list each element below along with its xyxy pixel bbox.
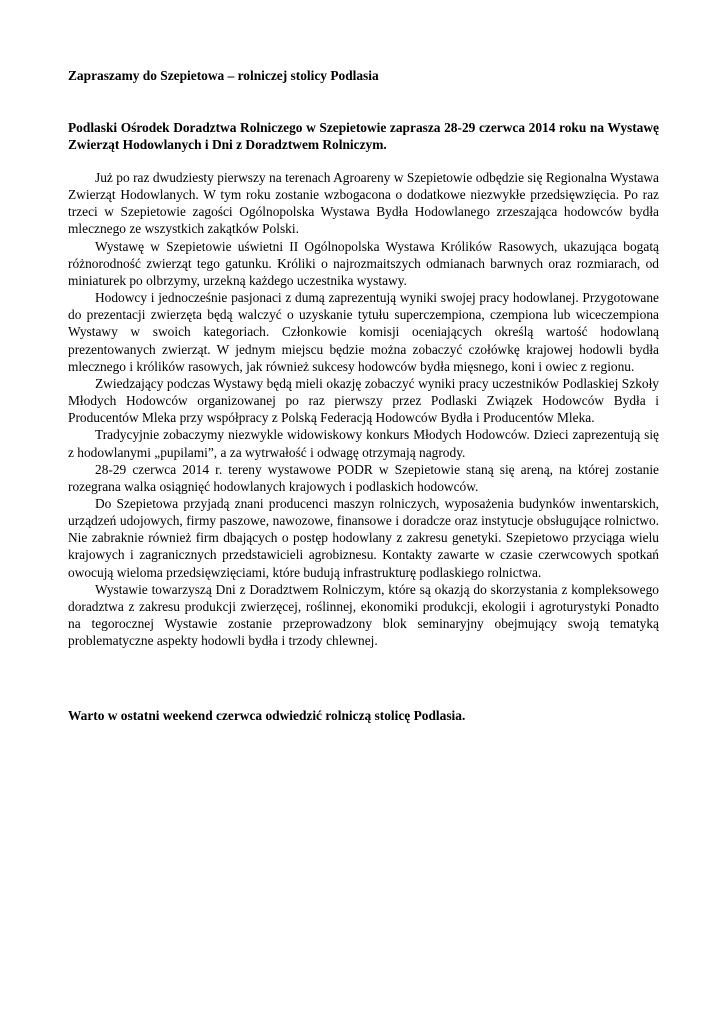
paragraph-6: 28-29 czerwca 2014 r. tereny wystawowe PODR w Szepietowie staną się areną, na której zostanie rozegrana walka osiągnięć hodowlanych krajowych i podlaskich hodowców. [68, 461, 659, 494]
document-subtitle: Podlaski Ośrodek Doradztwa Rolniczego w Szepietowie zaprasza 28-29 czerwca 2014 roku na Wystawę Zwierząt Hodowlanych i Dni z Doradztwem Rolniczym. [68, 120, 659, 152]
paragraph-2: Wystawę w Szepietowie uświetni II Ogólnopolska Wystawa Królików Rasowych, ukazująca bogatą różnorodność zwierząt tego gatunku. Króliki o najrozmaitszych odmianach barwnych oraz rozmiarach, od miniaturek po olbrzymy, urzekną każdego uczestnika wystawy. [68, 238, 659, 288]
paragraph-3: Hodowcy i jednocześnie pasjonaci z dumą zaprezentują wyniki swojej pracy hodowlanej. Przygotowane do prezentacji zwierzęta będą walczyć o uzyskanie tytułu superczempiona, czempiona lub wiceczempiona Wystawy w swoich kategoriach. Członkowie komisji oceniających określą wartość hodowlaną prezentowanych zwierząt. W jednym miejscu będzie można zobaczyć czołówkę krajowej hodowli bydła mlecznego i królików rasowych, jak również sukcesy hodowców bydła mięsnego, koni i owiec z regionu. [68, 290, 659, 374]
document-title: Zapraszamy do Szepietowa – rolniczej stolicy Podlasia [68, 68, 379, 83]
document-body [68, 169, 659, 649]
paragraph-8: Wystawie towarzyszą Dni z Doradztwem Rolniczym, które są okazją do skorzystania z kompleksowego doradztwa z zakresu produkcji zwierzęcej, roślinnej, ekonomiki produkcji, ekologii i agroturystyki Ponadto na tegorocznej Wystawie zostanie przeprowadzony blok seminaryjny obejmujący swoją tematyką problematyczne aspekty hodowli bydła i trzody chlewnej. [68, 581, 659, 649]
paragraph-1: Już po raz dwudziesty pierwszy na terenach Agroareny w Szepietowie odbędzie się Regionalna Wystawa Zwierząt Hodowlanych. W tym roku zostanie wzbogacona o dodatkowe niezwykłe przedsięwzięcia. Po raz trzeci w Szepietowie zagości Ogólnopolska Wystawa Bydła Hodowlanego zrzeszająca hodowców bydła mlecznego ze wszystkich zakątków Polski. [68, 170, 659, 237]
paragraph-4: Zwiedzający podczas Wystawy będą mieli okazję zobaczyć wyniki pracy uczestników Podlaskiej Szkoły Młodych Hodowców organizowanej po raz pierwszy przez Podlaski Związek Hodowców Bydła i Producentów Mleka przy współpracy z Polską Federacją Hodowców Bydła i Producentów Mleka. [68, 375, 659, 426]
paragraph-7: Do Szepietowa przyjadą znani producenci maszyn rolniczych, wyposażenia budynków inwentarskich, urządzeń udojowych, firmy paszowe, nawozowe, finansowe i doradcze oraz instytucje obsługujące rolnictwo. Nie zabraknie również firm dbających o postęp hodowlany z zakresu genetyki. Szepietowo przyciąga wielu krajowych i zagranicznych przedstawicieli agrobiznesu. Kontakty zawarte w czasie czerwcowych spotkań owocują wieloma przedsięwzięciami, które budują infrastrukturę podlaskiego rolnictwa. [68, 495, 659, 580]
paragraph-5: Tradycyjnie zobaczymy niezwykle widowiskowy konkurs Młodych Hodowców. Dzieci zaprezentują się z hodowlanymi „pupilami”, a za wytrwałość i odwagę otrzymają nagrody. [68, 427, 659, 460]
document-closing: Warto w ostatni weekend czerwca odwiedzić rolniczą stolicę Podlasia. [68, 708, 466, 723]
